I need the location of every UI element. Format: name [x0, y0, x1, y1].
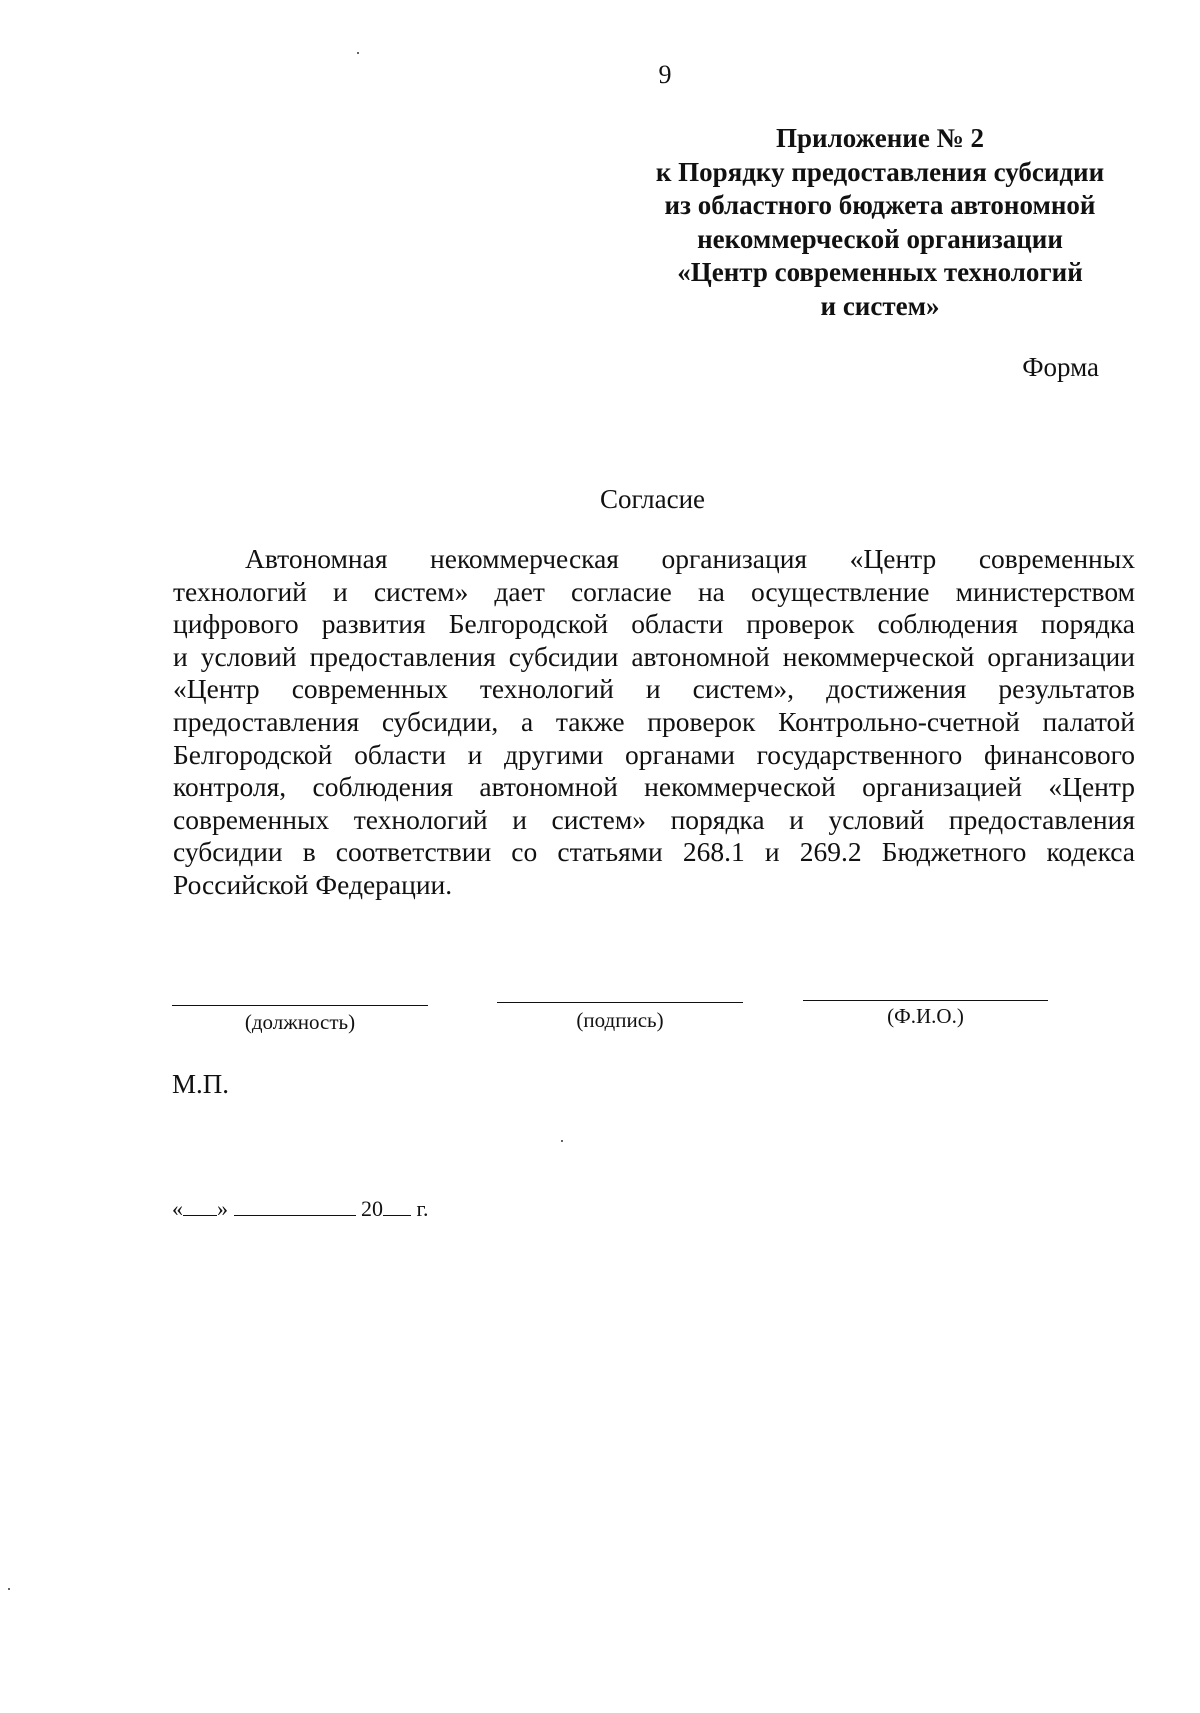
- day-blank: [183, 1197, 217, 1216]
- paragraph-line: технологий и систем» дает согласие на осуществление министерством: [173, 575, 1135, 607]
- scan-speck: [357, 52, 359, 54]
- month-blank: [234, 1197, 356, 1216]
- paragraph-line: предоставления субсидии, а также проверок Контрольно-счетной палатой: [173, 705, 1135, 737]
- stamp-label: М.П.: [172, 1069, 230, 1099]
- date-line: [172, 1196, 429, 1222]
- paragraph-line: «Центр современных технологий и систем», достижения результатов: [173, 673, 1135, 705]
- consent-paragraph: [173, 543, 1135, 902]
- year-prefix: 20: [361, 1196, 383, 1221]
- position-signature-line: [172, 1005, 428, 1006]
- page-number: 9: [658, 60, 672, 89]
- paragraph-line: и условий предоставления субсидии автономной некоммерческой организации: [173, 640, 1135, 672]
- paragraph-line: Российской Федерации.: [173, 868, 453, 900]
- appendix-line: Приложение № 2: [776, 123, 984, 153]
- signature-line: [497, 1002, 743, 1003]
- year-suffix: г.: [416, 1196, 429, 1221]
- date-open-quote: «: [172, 1196, 183, 1221]
- appendix-line: из областного бюджета автономной: [664, 190, 1096, 220]
- name-caption: (Ф.И.О.): [887, 1004, 964, 1028]
- scan-speck: [8, 1588, 10, 1590]
- scan-speck: [561, 1140, 563, 1142]
- paragraph-line: современных технологий и систем» порядка и условий предоставления: [173, 803, 1135, 835]
- name-signature-line: [803, 1000, 1048, 1001]
- paragraph-line: контроля, соблюдения автономной некоммерческой организацией «Центр: [173, 771, 1135, 803]
- paragraph-line: субсидии в соответствии со статьями 268.1 и 269.2 Бюджетного кодекса: [173, 836, 1135, 868]
- paragraph-line: Белгородской области и другими органами государственного финансового: [173, 738, 1135, 770]
- form-label: Форма: [1022, 352, 1099, 382]
- appendix-line: некоммерческой организации: [697, 223, 1063, 254]
- signature-caption: (подпись): [576, 1008, 664, 1032]
- appendix-line: и систем»: [820, 290, 940, 321]
- year-blank: [383, 1197, 411, 1216]
- paragraph-line: цифрового развития Белгородской области проверок соблюдения порядка: [173, 608, 1135, 640]
- date-close-quote: »: [217, 1196, 228, 1221]
- paragraph-line: Автономная некоммерческая организация «Центр современных: [245, 543, 1135, 574]
- appendix-line: «Центр современных технологий: [677, 257, 1083, 287]
- appendix-header: [630, 122, 1130, 323]
- position-caption: (должность): [244, 1010, 356, 1034]
- appendix-line: к Порядку предоставления субсидии: [655, 156, 1105, 187]
- document-title: Согласие: [599, 484, 706, 514]
